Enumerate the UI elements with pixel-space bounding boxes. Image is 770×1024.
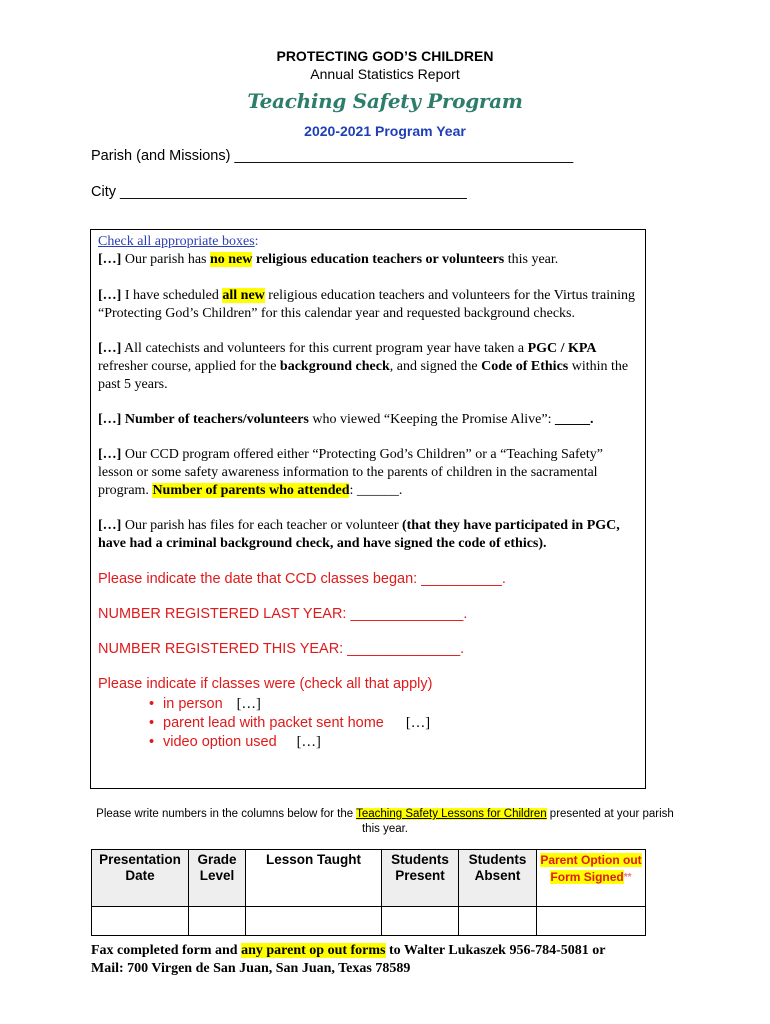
- instructions-text: Please write numbers in the columns below for the: [96, 808, 357, 820]
- item-bold: background check: [279, 359, 390, 374]
- ccd-date-field[interactable]: Please indicate the date that CCD classes began: __________.: [98, 571, 506, 587]
- cell-parent-option[interactable]: [537, 907, 646, 936]
- parish-label: Parish (and Missions): [91, 148, 231, 164]
- form-title: PROTECTING GOD’S CHILDREN: [276, 48, 494, 64]
- item-highlight: Number of parents who attended: [152, 483, 350, 498]
- item-text: Our parish has files for each teacher or volunteer: [121, 518, 402, 533]
- checkbox[interactable]: […]: [98, 518, 122, 533]
- viewers-count-blank[interactable]: _____.: [554, 412, 594, 427]
- check-all-colon: :: [254, 234, 259, 249]
- checkbox[interactable]: […]: [98, 288, 122, 303]
- checkbox[interactable]: […]: [296, 734, 321, 750]
- class-option-video: [163, 733, 638, 752]
- footer: [91, 942, 691, 978]
- item-text: this year.: [504, 252, 559, 267]
- option-label: parent lead with packet sent home: [163, 715, 384, 731]
- checkbox[interactable]: […]: [98, 341, 122, 356]
- item-bold: (that they have participated in PGC, have had a criminal background check, and have signed the code of ethics).: [98, 518, 620, 551]
- option-label: video option used: [163, 734, 277, 750]
- item-text: within the past 5 years.: [98, 359, 629, 392]
- checklist-item-files: [98, 517, 638, 553]
- instructions-text: presented at your parish this year.: [361, 808, 674, 835]
- parents-count-blank[interactable]: : ______.: [349, 483, 403, 498]
- item-bold: Code of Ethics: [481, 359, 569, 374]
- footer-highlight: any parent op out forms: [241, 943, 386, 958]
- col-students-present: Students Present: [382, 850, 459, 907]
- city-label: City: [91, 184, 116, 200]
- instructions-highlight: Teaching Safety Lessons for Children: [356, 808, 547, 820]
- table-row: [92, 907, 646, 936]
- cell-presentation-date[interactable]: [92, 907, 189, 936]
- col-parent-option: [537, 850, 646, 907]
- item-text: , and signed the: [389, 359, 482, 374]
- cell-students-absent[interactable]: [459, 907, 537, 936]
- classes-prompt: Please indicate if classes were (check all that apply): [98, 676, 433, 692]
- table-header-row: [92, 850, 646, 907]
- col-grade-level: Grade Level: [189, 850, 246, 907]
- city-field[interactable]: [91, 184, 467, 200]
- item-text: Our parish has: [121, 252, 210, 267]
- checklist-box: [90, 229, 646, 789]
- class-option-in-person: [163, 695, 638, 714]
- checklist-item-refresher: [98, 340, 638, 394]
- checklist-item-no-new: [98, 233, 638, 269]
- item-text: religious education teachers and volunteers for the Virtus training “Protecting God’s Children” for this calendar year and requested background checks.: [98, 288, 635, 321]
- footer-text: to Walter Lukaszek 956-784-5081 or: [385, 943, 606, 958]
- header: [0, 47, 770, 140]
- cell-grade-level[interactable]: [189, 907, 246, 936]
- col-presentation-date: Presentation Date: [92, 850, 189, 907]
- item-bold: Number of teachers/volunteers: [121, 412, 309, 427]
- col-students-absent: Students Absent: [459, 850, 537, 907]
- checkbox[interactable]: […]: [236, 696, 261, 712]
- item-text: who viewed “Keeping the Promise Alive”:: [308, 412, 555, 427]
- checkbox[interactable]: […]: [405, 715, 431, 731]
- lessons-table: [91, 849, 646, 936]
- item-highlight: all new: [222, 288, 265, 303]
- parish-field[interactable]: [91, 148, 573, 164]
- class-option-parent-lead: [163, 714, 638, 733]
- checklist-item-parents: [98, 446, 638, 500]
- checklist-item-viewers: [98, 411, 638, 429]
- city-blank[interactable]: ___________________________________________: [120, 184, 467, 200]
- item-bold: PGC / KPA: [527, 341, 597, 356]
- program-year: 2020-2021 Program Year: [304, 123, 466, 139]
- col-lesson-taught: Lesson Taught: [246, 850, 382, 907]
- cell-students-present[interactable]: [382, 907, 459, 936]
- item-text: All catechists and volunteers for this current program year have taken a: [121, 341, 528, 356]
- parish-blank[interactable]: __________________________________________: [234, 148, 574, 164]
- item-bold: religious education teachers or volunteers: [252, 252, 505, 267]
- class-options-list: [163, 695, 638, 752]
- footer-mail-address: Mail: 700 Virgen de San Juan, San Juan, Texas 78589: [91, 961, 411, 976]
- item-text: Our CCD program offered either “Protecting God’s Children” or a “Teaching Safety” lesson or some safety awareness information to the parents of children in the sacramental program.: [98, 447, 603, 498]
- item-text: I have scheduled: [121, 288, 223, 303]
- parent-option-header: Parent Option out Form Signed: [540, 853, 642, 884]
- checkbox[interactable]: […]: [98, 447, 122, 462]
- table-instructions: [92, 807, 678, 837]
- item-text: refresher course, applied for the: [98, 359, 280, 374]
- checklist-item-all-new: [98, 287, 638, 323]
- registered-last-year-field[interactable]: NUMBER REGISTERED LAST YEAR: ______________.: [98, 606, 468, 622]
- program-logo-text: Teaching Safety Program: [247, 89, 523, 113]
- item-highlight: no new: [209, 252, 253, 267]
- checkbox[interactable]: […]: [98, 412, 122, 427]
- form-subtitle: Annual Statistics Report: [310, 66, 460, 82]
- checkbox[interactable]: […]: [98, 252, 122, 267]
- check-all-instruction: Check all appropriate boxes: [98, 234, 255, 249]
- option-label: in person: [163, 696, 223, 712]
- registered-this-year-field[interactable]: NUMBER REGISTERED THIS YEAR: ______________.: [98, 641, 465, 657]
- footer-text: Fax completed form and: [91, 943, 242, 958]
- footnote-stars: **: [623, 872, 632, 883]
- cell-lesson-taught[interactable]: [246, 907, 382, 936]
